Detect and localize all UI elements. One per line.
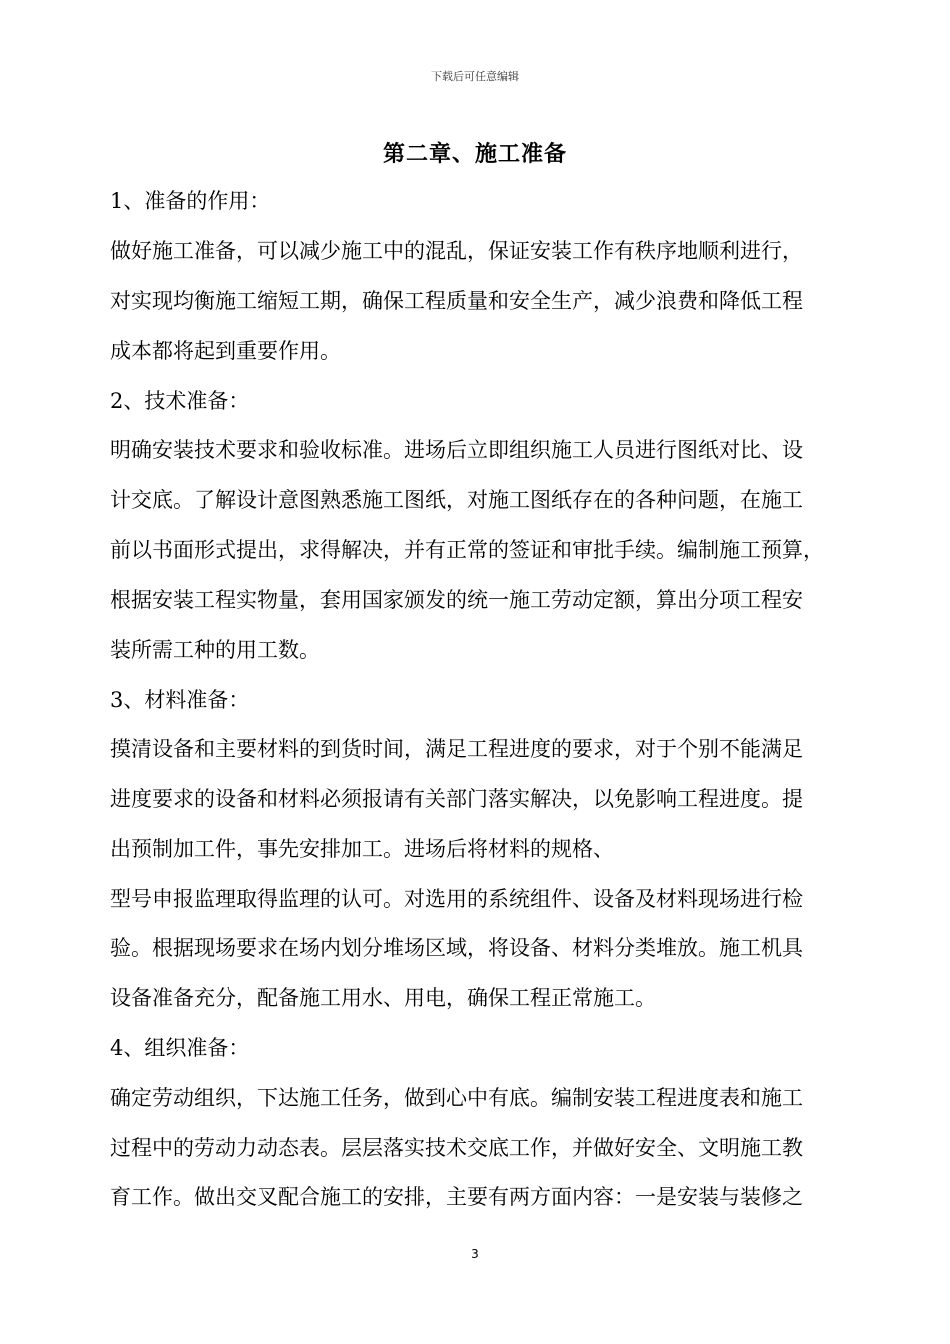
body-line: 出预制加工件，事先安排加工。进场后将材料的规格、 xyxy=(110,837,614,861)
body-line: 成本都将起到重要作用。 xyxy=(110,339,341,363)
body-line: 育工作。做出交叉配合施工的安排，主要有两方面内容：一是安装与装修之 xyxy=(110,1185,803,1209)
body-line: 明确安装技术要求和验收标准。进场后立即组织施工人员进行图纸对比、设 xyxy=(110,438,803,462)
body-line: 计交底。了解设计意图熟悉施工图纸，对施工图纸存在的各种问题，在施工 xyxy=(110,488,803,512)
chapter-title: 第二章、施工准备 xyxy=(382,142,567,167)
body-line: 根据安装工程实物量，套用国家颁发的统一施工劳动定额，算出分项工程安 xyxy=(110,588,803,612)
section-heading-4: 4、组织准备： xyxy=(110,1036,250,1060)
body-line: 过程中的劳动力动态表。层层落实技术交底工作，并做好安全、文明施工教 xyxy=(110,1136,803,1160)
page-header: 下载后可任意编辑 xyxy=(431,70,519,83)
section-heading-2: 2、技术准备： xyxy=(110,389,250,413)
body-line: 对实现均衡施工缩短工期，确保工程质量和安全生产，减少浪费和降低工程 xyxy=(110,289,803,313)
body-line: 摸清设备和主要材料的到货时间，满足工程进度的要求，对于个别不能满足 xyxy=(110,737,803,761)
body-line: 进度要求的设备和材料必须报请有关部门落实解决，以免影响工程进度。提 xyxy=(110,787,803,811)
section-heading-3: 3、材料准备： xyxy=(110,688,250,712)
page-number: 3 xyxy=(471,1247,479,1261)
body-line: 做好施工准备，可以减少施工中的混乱，保证安装工作有秩序地顺利进行， xyxy=(110,239,803,263)
body-line: 装所需工种的用工数。 xyxy=(110,638,320,662)
body-line: 前以书面形式提出，求得解决，并有正常的签证和审批手续。编制施工预算， xyxy=(110,538,824,562)
section-heading-1: 1、准备的作用： xyxy=(110,189,271,213)
body-line: 设备准备充分，配备施工用水、用电，确保工程正常施工。 xyxy=(110,986,656,1010)
body-line: 型号申报监理取得监理的认可。对选用的系统组件、设备及材料现场进行检 xyxy=(110,887,803,911)
body-line: 确定劳动组织，下达施工任务，做到心中有底。编制安装工程进度表和施工 xyxy=(110,1086,803,1110)
body-line: 验。根据现场要求在场内划分堆场区域，将设备、材料分类堆放。施工机具 xyxy=(110,936,803,960)
